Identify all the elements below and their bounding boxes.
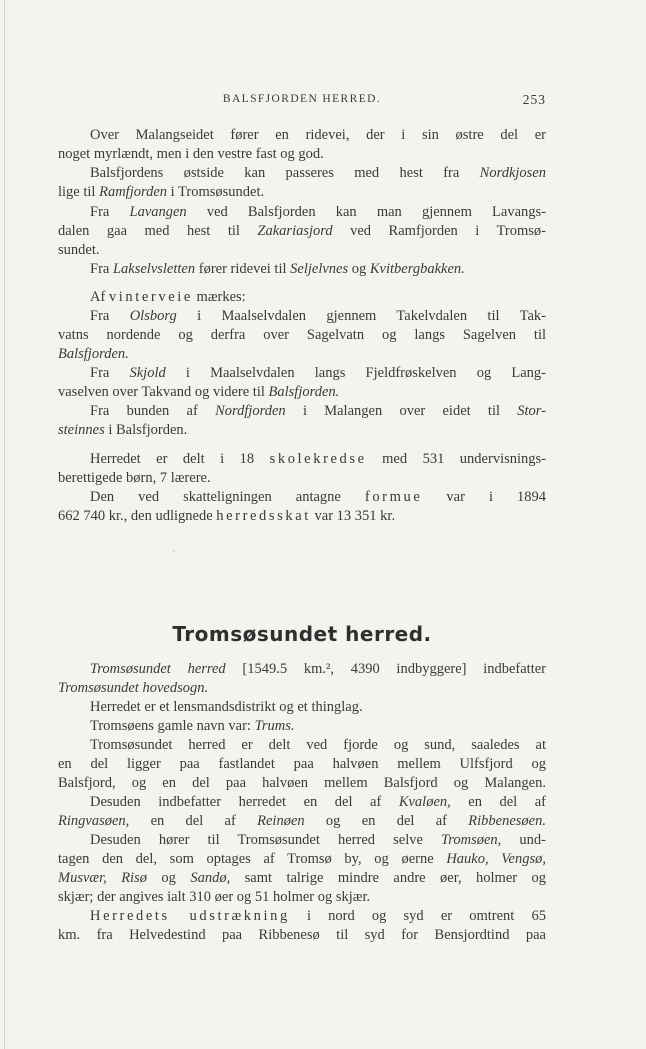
text-run: ved Balsfjorden kan man gjennem Lavangs- [186, 204, 546, 220]
italic-place-name: Seljelvnes [290, 261, 349, 277]
text-run [107, 870, 121, 886]
text-run: Fra [90, 308, 130, 324]
italic-place-name: Vengsø, [501, 851, 547, 867]
text-run [489, 851, 502, 867]
page-edge [4, 0, 5, 1049]
text-line [58, 126, 546, 145]
italic-place-name: Zakariasjord [257, 223, 333, 239]
text-run: Balsfjordens østside kan passeres med hest fra [90, 165, 480, 181]
text-run: var 13 351 kr. [310, 508, 396, 524]
text-run: Tromsøsundet herred er delt ved fjorde og sund, saaledes at [90, 737, 546, 753]
text-line [58, 203, 546, 222]
text-run: noget myrlændt, men i den vestre fast og god. [58, 146, 324, 162]
text-run: i Malangen over eidet til [285, 403, 518, 419]
italic-place-name: steinnes [58, 422, 105, 438]
text-run: vaselven over Takvand og videre til [58, 384, 269, 400]
text-run: sundet. [58, 242, 100, 258]
italic-place-name: Kvitbergbakken. [369, 261, 465, 277]
text-line [58, 507, 546, 526]
italic-place-name: Nordkjosen [479, 165, 546, 181]
text-line [58, 717, 546, 736]
text-run: [1549.5 km.², 4390 indbyggere] indbefatter [225, 661, 546, 677]
text-line [58, 774, 546, 793]
text-run: lige til [58, 184, 100, 200]
text-line [58, 145, 546, 164]
text-line [58, 812, 546, 831]
text-line [58, 402, 546, 421]
italic-place-name: Stor- [517, 403, 546, 419]
text-run: i Maalselvdalen gjennem Takelvdalen til Tak- [176, 308, 546, 324]
page-header [58, 92, 546, 110]
text-line [58, 307, 546, 326]
text-line [58, 793, 546, 812]
italic-place-name: Ribbenesøen. [468, 813, 546, 829]
text-run: Den ved skatteligningen antagne [90, 489, 365, 505]
text-run: tagen den del, som optages af Tromsø by, og øerne [58, 851, 447, 867]
text-run: skjær; der angives ialt 310 øer og 51 holmer og skjær. [58, 889, 371, 905]
italic-place-name: Musvær, [58, 870, 107, 886]
spaced-emphasis: formue [364, 489, 423, 505]
text-line [58, 755, 546, 774]
text-line [58, 698, 546, 717]
text-run: i nord og syd er omtrent 65 [289, 908, 546, 924]
italic-place-name: Hauko, [446, 851, 489, 867]
running-title: BALSFJORDEN HERRED. [222, 93, 382, 105]
italic-place-name: Reinøen [257, 813, 305, 829]
text-run: mærkes: [192, 289, 246, 305]
text-run: en del af [129, 813, 258, 829]
spaced-emphasis: Herredets udstrækning [90, 908, 290, 924]
spaced-emphasis: skolekredse [269, 451, 367, 467]
text-run: dalen gaa med hest til [58, 223, 258, 239]
text-run: Tromsøens gamle navn var: [90, 718, 255, 734]
text-run: Fra [90, 261, 113, 277]
text-run: med 531 undervisnings- [366, 451, 546, 467]
italic-place-name: Tromsøsundet hovedsogn. [58, 680, 209, 696]
text-run: Desuden indbefatter herredet en del af [90, 794, 399, 810]
text-run: fører ridevei til [195, 261, 291, 277]
text-run: ved Ramfjorden i Tromsø- [332, 223, 546, 239]
text-run: km. fra Helvedestind paa Ribbenesø til syd for Bensjordtind paa [58, 927, 546, 943]
text-line [58, 383, 546, 402]
italic-place-name: Nordfjorden [215, 403, 286, 419]
italic-place-name: Sandø, [190, 870, 231, 886]
text-run: og en del af [304, 813, 469, 829]
text-line [58, 364, 546, 383]
text-line [58, 736, 546, 755]
text-line [58, 469, 546, 488]
text-run: var i 1894 [422, 489, 546, 505]
italic-place-name: Lakselvsletten [112, 261, 196, 277]
italic-place-name: Balsfjorden. [268, 384, 340, 400]
text-run: i Maalselvdalen langs Fjeldfrøskelven og Lang- [165, 365, 546, 381]
text-line [58, 288, 546, 307]
text-run: und- [501, 832, 546, 848]
text-run: Herredet er delt i 18 [90, 451, 270, 467]
text-run: Herredet er et lensmandsdistrikt og et thinglag. [90, 699, 363, 715]
text-run: Over Malangseidet fører en ridevei, der i sin østre del er [90, 127, 546, 143]
italic-place-name: Ramfjorden [99, 184, 168, 200]
text-line [58, 926, 546, 945]
italic-place-name: Tromsøen, [441, 832, 502, 848]
spaced-emphasis: vinterveie [108, 289, 193, 305]
text-run: samt talrige mindre andre øer, holmer og [230, 870, 547, 886]
text-line [58, 888, 546, 907]
text-line [58, 488, 546, 507]
text-line [58, 183, 546, 202]
text-run: Balsfjord, og en del paa halvøen mellem Balsfjord og Malangen. [58, 775, 546, 791]
text-line [58, 345, 546, 364]
text-line [58, 660, 546, 679]
text-line [58, 679, 546, 698]
text-run: i Balsfjorden. [104, 422, 188, 438]
text-line [58, 850, 546, 869]
text-run: en del ligger paa fastlandet paa halvøen mellem Ulfsfjord og [58, 756, 546, 772]
text-run: i Tromsøsundet. [167, 184, 265, 200]
text-run: og [146, 870, 191, 886]
italic-place-name: Skjold [129, 365, 166, 381]
text-run: vatns nordende og derfra over Sagelvatn og langs Sagelven til [58, 327, 546, 343]
text-run: Fra bunden af [90, 403, 216, 419]
text-line [58, 326, 546, 345]
text-line [58, 164, 546, 183]
text-run: 662 740 kr., den udlignede [58, 508, 217, 524]
text-line [58, 450, 546, 469]
italic-place-name: Ringvasøen, [58, 813, 130, 829]
text-run: og [348, 261, 370, 277]
italic-place-name: Balsfjorden. [58, 346, 129, 362]
italic-place-name: Tromsøsundet herred [90, 661, 226, 677]
print-speck: , [172, 540, 175, 554]
text-run: Fra [90, 365, 130, 381]
text-run: Desuden hører til Tromsøsundet herred selve [90, 832, 442, 848]
text-run: en del af [450, 794, 546, 810]
spaced-emphasis: herredsskat [216, 508, 311, 524]
print-speck: · [150, 86, 154, 100]
italic-place-name: Lavangen [129, 204, 187, 220]
italic-place-name: Olsborg [129, 308, 177, 324]
text-line [58, 260, 546, 279]
text-line [58, 907, 546, 926]
text-line [58, 831, 546, 850]
section-title: Tromsøsundet herred. [172, 622, 432, 646]
text-line [58, 241, 546, 260]
italic-place-name: Risø [121, 870, 147, 886]
text-line [58, 222, 546, 241]
text-run: berettigede børn, 7 lærere. [58, 470, 211, 486]
italic-place-name: Kvaløen, [398, 794, 451, 810]
text-run: Fra [90, 204, 130, 220]
text-run: Af [90, 289, 109, 305]
page-number: 253 [522, 92, 546, 107]
text-line [58, 869, 546, 888]
italic-place-name: Trums. [254, 718, 295, 734]
text-line [58, 421, 546, 440]
